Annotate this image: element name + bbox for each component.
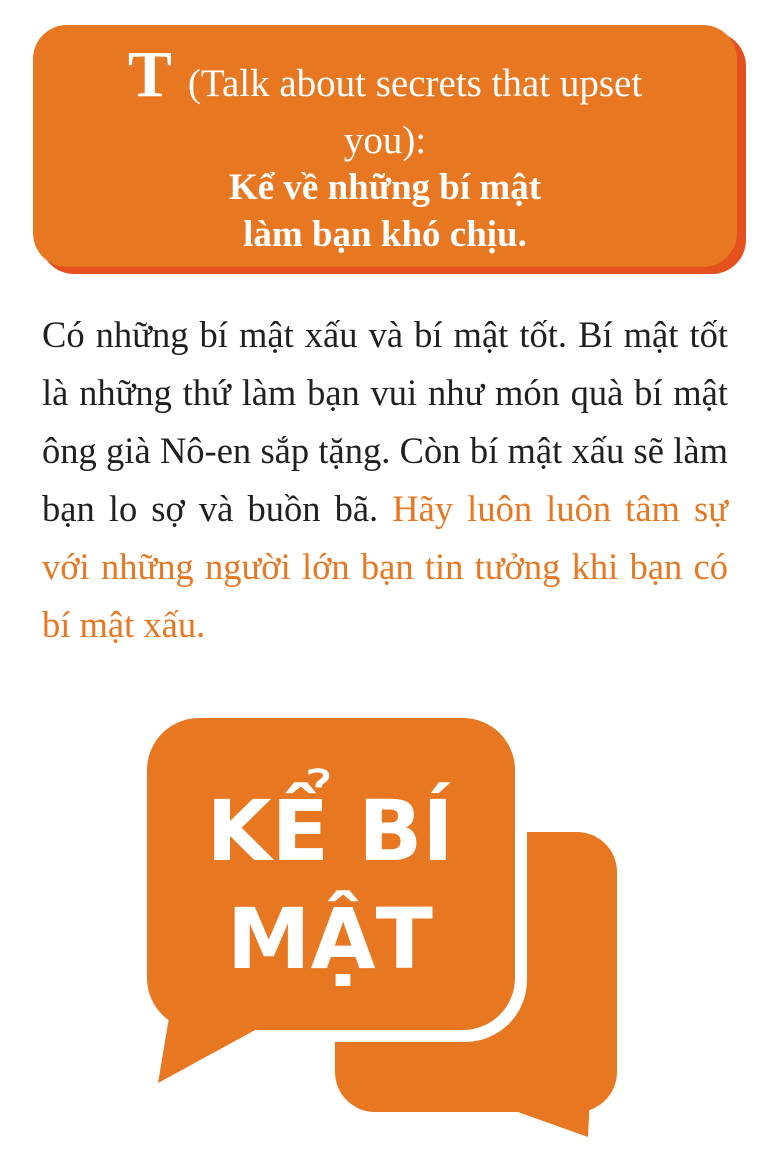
header-english-line1: (Talk about secrets that upset	[187, 62, 643, 105]
header-vietnamese	[33, 164, 737, 258]
header-title-line	[33, 38, 737, 120]
body-normal-text: Có những bí mật xấu và bí mật tốt. Bí mật tốt là những thứ làm bạn vui như món quà bí mật ông già Nô-en sắp tặng. Còn bí mật xấu sẽ làm bạn lo sợ và buồn bã.	[42, 314, 728, 529]
header-vietnamese-line1: Kể về những bí mật	[228, 167, 542, 208]
bubble-title-line2: MẬT	[227, 890, 433, 988]
header-box	[33, 25, 737, 267]
header-letter: T	[127, 38, 172, 111]
header-english-line2: you):	[343, 119, 427, 162]
speech-bubbles-illustration	[0, 700, 773, 1152]
body-paragraph	[42, 306, 728, 654]
bubble-title-line1: KỂ BÍ	[206, 782, 454, 880]
body-highlight-text: Hãy luôn luôn tâm sự với những người lớn bạn tin tưởng khi bạn có bí mật xấu.	[42, 488, 729, 645]
header-vietnamese-line2: làm bạn khó chịu.	[243, 214, 527, 255]
